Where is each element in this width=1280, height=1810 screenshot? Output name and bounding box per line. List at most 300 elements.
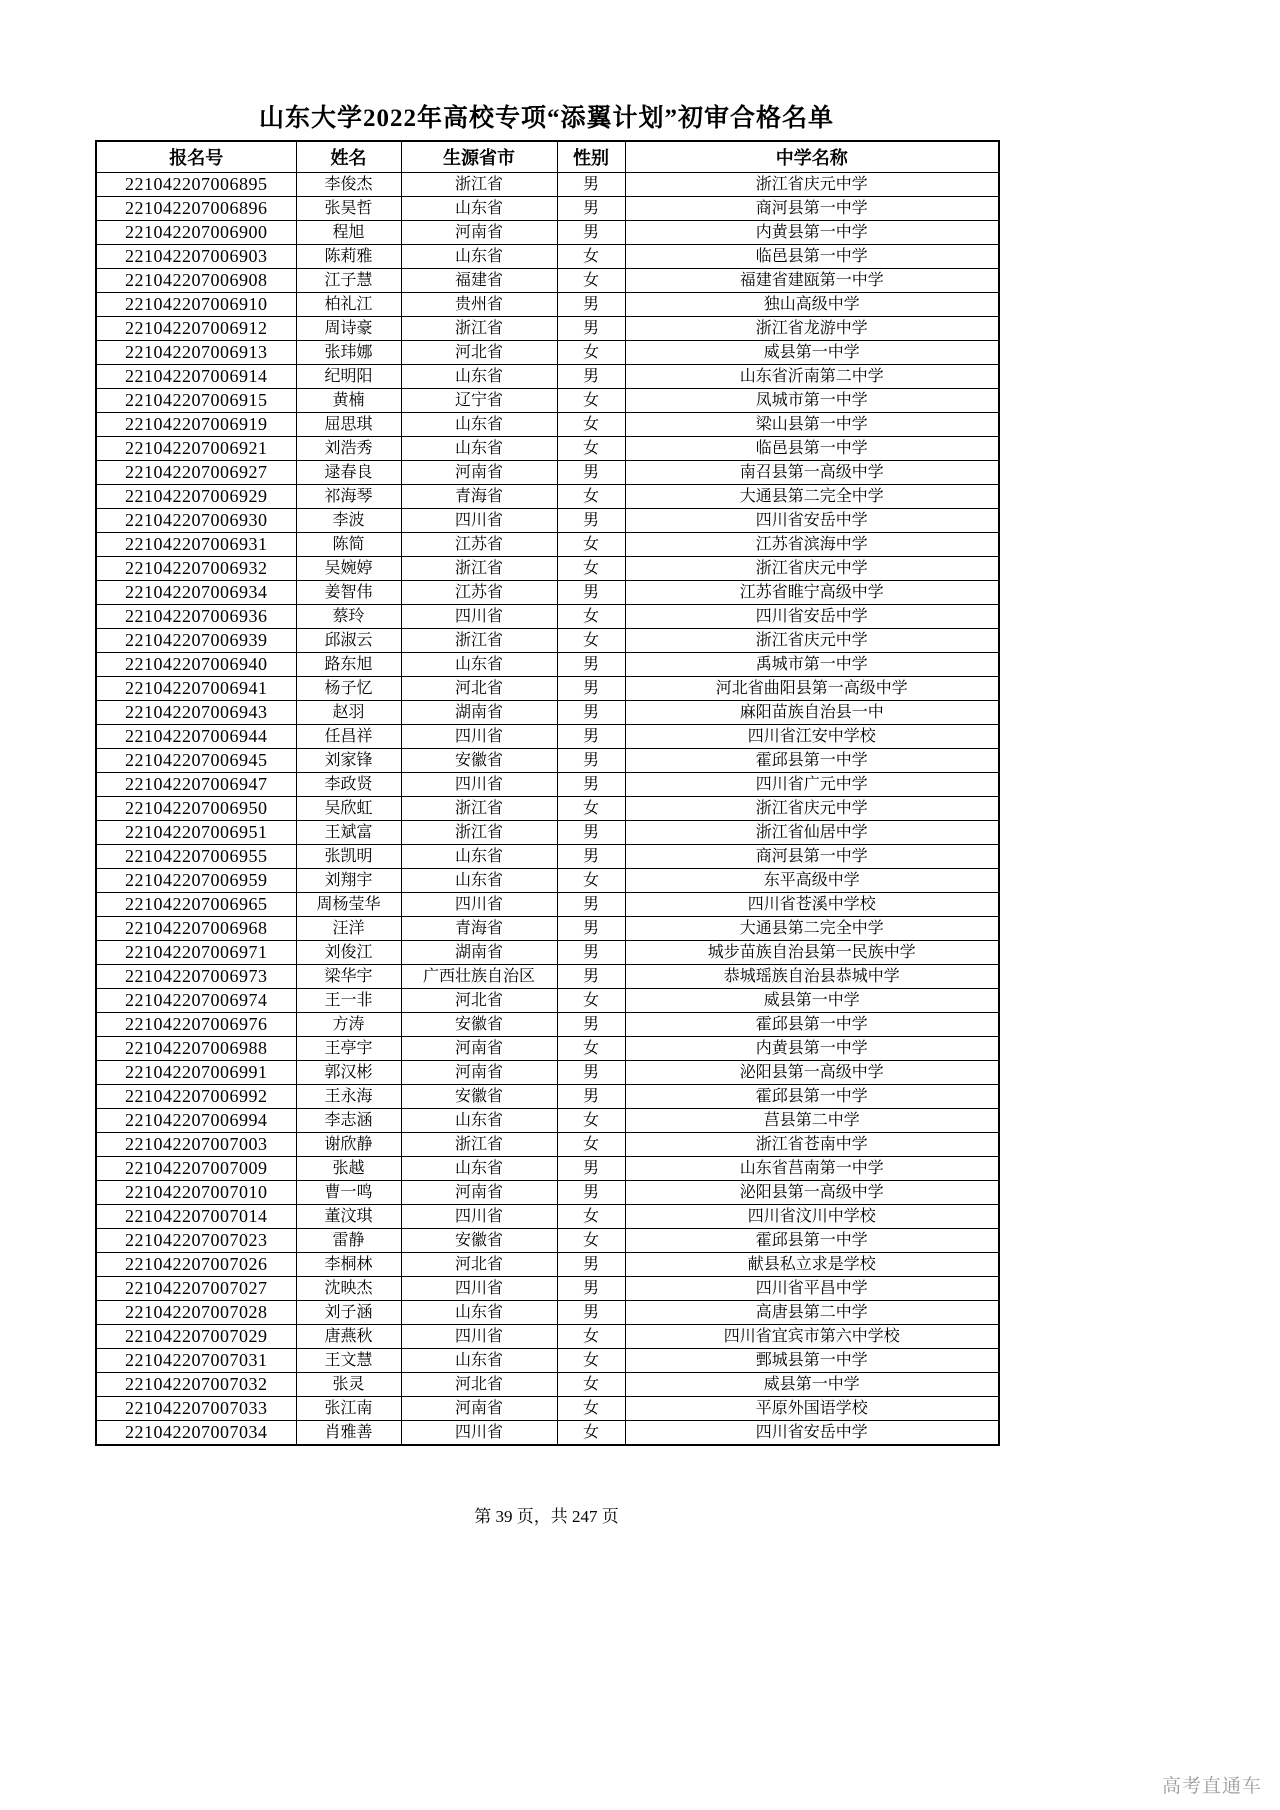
table-cell: 陈莉雅 xyxy=(296,245,401,269)
table-cell: 凤城市第一中学 xyxy=(625,389,999,413)
page-number: 第 39 页，共 247 页 xyxy=(474,1507,619,1526)
table-cell: 女 xyxy=(557,1397,625,1421)
table-cell: 南召县第一高级中学 xyxy=(625,461,999,485)
table-row xyxy=(96,845,999,869)
table-cell: 周诗豪 xyxy=(296,317,401,341)
table-row xyxy=(96,1301,999,1325)
table-cell: 221042207006910 xyxy=(96,293,296,317)
table-cell: 浙江省庆元中学 xyxy=(625,557,999,581)
table-cell: 江苏省 xyxy=(401,533,557,557)
table-cell: 王斌富 xyxy=(296,821,401,845)
table-cell: 河北省 xyxy=(401,341,557,365)
table-cell: 男 xyxy=(557,1013,625,1037)
table-cell: 221042207006896 xyxy=(96,197,296,221)
table-cell: 湖南省 xyxy=(401,941,557,965)
table-row xyxy=(96,1037,999,1061)
table-cell: 纪明阳 xyxy=(296,365,401,389)
table-cell: 男 xyxy=(557,773,625,797)
page-title: 山东大学2022年高校专项“添翼计划”初审合格名单 xyxy=(258,105,834,132)
table-cell: 献县私立求是学校 xyxy=(625,1253,999,1277)
table-row xyxy=(96,581,999,605)
table-cell: 霍邱县第一中学 xyxy=(625,1085,999,1109)
table-cell: 莒县第二中学 xyxy=(625,1109,999,1133)
table-cell: 江苏省滨海中学 xyxy=(625,533,999,557)
table-row xyxy=(96,1085,999,1109)
table-cell: 吴婉婷 xyxy=(296,557,401,581)
table-cell: 男 xyxy=(557,893,625,917)
table-cell: 221042207006950 xyxy=(96,797,296,821)
table-cell: 男 xyxy=(557,461,625,485)
table-cell: 姜智伟 xyxy=(296,581,401,605)
table-cell: 临邑县第一中学 xyxy=(625,245,999,269)
table-cell: 女 xyxy=(557,269,625,293)
table-cell: 男 xyxy=(557,941,625,965)
table-cell: 221042207006930 xyxy=(96,509,296,533)
table-cell: 独山高级中学 xyxy=(625,293,999,317)
table-cell: 方涛 xyxy=(296,1013,401,1037)
table-row xyxy=(96,317,999,341)
table-cell: 山东省 xyxy=(401,845,557,869)
table-cell: 四川省安岳中学 xyxy=(625,1421,999,1446)
table-cell: 浙江省庆元中学 xyxy=(625,173,999,197)
table-cell: 山东省 xyxy=(401,437,557,461)
table-cell: 张昊哲 xyxy=(296,197,401,221)
table-cell: 刘俊江 xyxy=(296,941,401,965)
table-cell: 女 xyxy=(557,1421,625,1446)
table-cell: 霍邱县第一中学 xyxy=(625,1229,999,1253)
table-row xyxy=(96,293,999,317)
table-cell: 男 xyxy=(557,509,625,533)
table-cell: 山东省莒南第一中学 xyxy=(625,1157,999,1181)
table-row xyxy=(96,1277,999,1301)
table-row xyxy=(96,197,999,221)
table-cell: 周杨莹华 xyxy=(296,893,401,917)
table-cell: 四川省苍溪中学校 xyxy=(625,893,999,917)
table-cell: 221042207006951 xyxy=(96,821,296,845)
table-cell: 女 xyxy=(557,245,625,269)
table-cell: 城步苗族自治县第一民族中学 xyxy=(625,941,999,965)
table-cell: 221042207006919 xyxy=(96,413,296,437)
table-cell: 221042207006915 xyxy=(96,389,296,413)
table-cell: 女 xyxy=(557,1109,625,1133)
table-row xyxy=(96,749,999,773)
table-cell: 浙江省仙居中学 xyxy=(625,821,999,845)
table-cell: 女 xyxy=(557,485,625,509)
table-cell: 四川省安岳中学 xyxy=(625,509,999,533)
table-cell: 浙江省 xyxy=(401,173,557,197)
table-cell: 男 xyxy=(557,221,625,245)
table-cell: 221042207006936 xyxy=(96,605,296,629)
table-cell: 大通县第二完全中学 xyxy=(625,917,999,941)
table-row xyxy=(96,437,999,461)
watermark: 高考直通车 xyxy=(1161,1776,1262,1797)
column-header-gender: 性别 xyxy=(557,141,625,173)
table-cell: 221042207006944 xyxy=(96,725,296,749)
table-cell: 浙江省庆元中学 xyxy=(625,629,999,653)
table-cell: 221042207006940 xyxy=(96,653,296,677)
table-row xyxy=(96,893,999,917)
table-row xyxy=(96,773,999,797)
table-cell: 山东省 xyxy=(401,869,557,893)
table-cell: 高唐县第二中学 xyxy=(625,1301,999,1325)
table-cell: 祁海琴 xyxy=(296,485,401,509)
table-cell: 女 xyxy=(557,1133,625,1157)
table-row xyxy=(96,797,999,821)
table-cell: 221042207006965 xyxy=(96,893,296,917)
table-cell: 浙江省龙游中学 xyxy=(625,317,999,341)
table-cell: 临邑县第一中学 xyxy=(625,437,999,461)
table-cell: 女 xyxy=(557,605,625,629)
table-cell: 浙江省苍南中学 xyxy=(625,1133,999,1157)
table-cell: 221042207006895 xyxy=(96,173,296,197)
table-cell: 男 xyxy=(557,581,625,605)
table-cell: 四川省 xyxy=(401,725,557,749)
table-cell: 221042207007033 xyxy=(96,1397,296,1421)
table-row xyxy=(96,701,999,725)
table-cell: 221042207007028 xyxy=(96,1301,296,1325)
table-cell: 男 xyxy=(557,749,625,773)
table-cell: 内黄县第一中学 xyxy=(625,1037,999,1061)
table-cell: 张越 xyxy=(296,1157,401,1181)
table-cell: 男 xyxy=(557,701,625,725)
table-cell: 四川省 xyxy=(401,1277,557,1301)
table-cell: 邱淑云 xyxy=(296,629,401,653)
table-cell: 山东省 xyxy=(401,1349,557,1373)
table-cell: 221042207007014 xyxy=(96,1205,296,1229)
table-cell: 男 xyxy=(557,197,625,221)
table-cell: 安徽省 xyxy=(401,749,557,773)
table-cell: 221042207006968 xyxy=(96,917,296,941)
table-row xyxy=(96,1325,999,1349)
table-cell: 女 xyxy=(557,989,625,1013)
column-header-province: 生源省市 xyxy=(401,141,557,173)
table-cell: 221042207006955 xyxy=(96,845,296,869)
table-row xyxy=(96,1109,999,1133)
page-content xyxy=(95,98,998,1446)
table-cell: 221042207007032 xyxy=(96,1373,296,1397)
table-row xyxy=(96,965,999,989)
table-cell: 吴欣虹 xyxy=(296,797,401,821)
table-cell: 浙江省 xyxy=(401,797,557,821)
table-body xyxy=(96,173,999,1446)
table-cell: 河南省 xyxy=(401,461,557,485)
table-cell: 江子慧 xyxy=(296,269,401,293)
table-cell: 梁山县第一中学 xyxy=(625,413,999,437)
table-cell: 雷静 xyxy=(296,1229,401,1253)
table-row xyxy=(96,533,999,557)
table-cell: 山东省 xyxy=(401,245,557,269)
table-row xyxy=(96,413,999,437)
table-cell: 王永海 xyxy=(296,1085,401,1109)
table-cell: 男 xyxy=(557,365,625,389)
table-cell: 黄楠 xyxy=(296,389,401,413)
table-cell: 四川省安岳中学 xyxy=(625,605,999,629)
table-row xyxy=(96,1181,999,1205)
table-cell: 赵羽 xyxy=(296,701,401,725)
table-cell: 蔡玲 xyxy=(296,605,401,629)
table-cell: 河南省 xyxy=(401,221,557,245)
table-cell: 浙江省 xyxy=(401,1133,557,1157)
table-cell: 女 xyxy=(557,1325,625,1349)
table-cell: 女 xyxy=(557,533,625,557)
table-cell: 浙江省 xyxy=(401,629,557,653)
table-cell: 威县第一中学 xyxy=(625,341,999,365)
table-cell: 王一非 xyxy=(296,989,401,1013)
table-cell: 平原外国语学校 xyxy=(625,1397,999,1421)
table-row xyxy=(96,629,999,653)
table-cell: 四川省 xyxy=(401,605,557,629)
table-cell: 221042207007027 xyxy=(96,1277,296,1301)
table-cell: 梁华宇 xyxy=(296,965,401,989)
table-cell: 221042207006939 xyxy=(96,629,296,653)
table-cell: 辽宁省 xyxy=(401,389,557,413)
table-cell: 程旭 xyxy=(296,221,401,245)
table-row xyxy=(96,269,999,293)
table-row xyxy=(96,1061,999,1085)
table-cell: 男 xyxy=(557,677,625,701)
table-cell: 221042207006932 xyxy=(96,557,296,581)
table-cell: 男 xyxy=(557,821,625,845)
table-cell: 柏礼江 xyxy=(296,293,401,317)
table-row xyxy=(96,1205,999,1229)
table-cell: 221042207006974 xyxy=(96,989,296,1013)
table-cell: 大通县第二完全中学 xyxy=(625,485,999,509)
table-cell: 女 xyxy=(557,1373,625,1397)
table-cell: 女 xyxy=(557,1229,625,1253)
table-cell: 女 xyxy=(557,413,625,437)
table-cell: 肖雅善 xyxy=(296,1421,401,1446)
table-cell: 四川省平昌中学 xyxy=(625,1277,999,1301)
table-cell: 221042207006913 xyxy=(96,341,296,365)
table-row xyxy=(96,173,999,197)
table-cell: 霍邱县第一中学 xyxy=(625,749,999,773)
table-cell: 221042207007010 xyxy=(96,1181,296,1205)
table-row xyxy=(96,869,999,893)
table-cell: 221042207007003 xyxy=(96,1133,296,1157)
table-row xyxy=(96,653,999,677)
table-cell: 青海省 xyxy=(401,917,557,941)
table-row xyxy=(96,1373,999,1397)
table-cell: 曹一鸣 xyxy=(296,1181,401,1205)
table-row xyxy=(96,1157,999,1181)
table-row xyxy=(96,725,999,749)
table-cell: 恭城瑶族自治县恭城中学 xyxy=(625,965,999,989)
table-cell: 221042207006912 xyxy=(96,317,296,341)
table-cell: 221042207006994 xyxy=(96,1109,296,1133)
table-cell: 河南省 xyxy=(401,1397,557,1421)
table-row xyxy=(96,341,999,365)
table-cell: 女 xyxy=(557,1037,625,1061)
table-cell: 男 xyxy=(557,1181,625,1205)
table-cell: 刘子涵 xyxy=(296,1301,401,1325)
table-cell: 刘家锋 xyxy=(296,749,401,773)
table-cell: 贵州省 xyxy=(401,293,557,317)
table-cell: 河北省 xyxy=(401,1373,557,1397)
table-cell: 鄄城县第一中学 xyxy=(625,1349,999,1373)
table-cell: 张灵 xyxy=(296,1373,401,1397)
table-cell: 李志涵 xyxy=(296,1109,401,1133)
table-row xyxy=(96,677,999,701)
table-cell: 屈思琪 xyxy=(296,413,401,437)
table-row xyxy=(96,365,999,389)
table-row xyxy=(96,1253,999,1277)
table-cell: 山东省 xyxy=(401,365,557,389)
table-cell: 江苏省 xyxy=(401,581,557,605)
table-cell: 逯春良 xyxy=(296,461,401,485)
table-cell: 河北省 xyxy=(401,989,557,1013)
table-cell: 221042207007009 xyxy=(96,1157,296,1181)
table-row xyxy=(96,245,999,269)
table-row xyxy=(96,1133,999,1157)
table-cell: 李桐林 xyxy=(296,1253,401,1277)
table-cell: 四川省 xyxy=(401,1205,557,1229)
table-cell: 四川省 xyxy=(401,893,557,917)
table-cell: 男 xyxy=(557,1085,625,1109)
table-cell: 四川省 xyxy=(401,509,557,533)
table-cell: 女 xyxy=(557,797,625,821)
table-cell: 四川省 xyxy=(401,773,557,797)
table-cell: 董汶琪 xyxy=(296,1205,401,1229)
table-cell: 四川省广元中学 xyxy=(625,773,999,797)
table-cell: 男 xyxy=(557,173,625,197)
table-row xyxy=(96,1349,999,1373)
table-cell: 内黄县第一中学 xyxy=(625,221,999,245)
table-cell: 山东省 xyxy=(401,653,557,677)
table-cell: 安徽省 xyxy=(401,1229,557,1253)
header-row xyxy=(96,141,999,173)
table-cell: 女 xyxy=(557,389,625,413)
table-cell: 男 xyxy=(557,1253,625,1277)
table-row xyxy=(96,989,999,1013)
table-cell: 商河县第一中学 xyxy=(625,197,999,221)
table-cell: 山东省 xyxy=(401,1109,557,1133)
table-row xyxy=(96,917,999,941)
table-cell: 山东省 xyxy=(401,197,557,221)
table-cell: 江苏省睢宁高级中学 xyxy=(625,581,999,605)
table-cell: 四川省 xyxy=(401,1325,557,1349)
table-cell: 山东省 xyxy=(401,1157,557,1181)
table-cell: 221042207006929 xyxy=(96,485,296,509)
table-cell: 王亭宇 xyxy=(296,1037,401,1061)
table-cell: 221042207007031 xyxy=(96,1349,296,1373)
table-cell: 河北省 xyxy=(401,677,557,701)
table-cell: 221042207006947 xyxy=(96,773,296,797)
table-cell: 男 xyxy=(557,725,625,749)
table-cell: 221042207006943 xyxy=(96,701,296,725)
table-cell: 唐燕秋 xyxy=(296,1325,401,1349)
table-cell: 221042207006921 xyxy=(96,437,296,461)
table-cell: 威县第一中学 xyxy=(625,989,999,1013)
table-cell: 任昌祥 xyxy=(296,725,401,749)
table-cell: 221042207006976 xyxy=(96,1013,296,1037)
table-cell: 河南省 xyxy=(401,1181,557,1205)
table-row xyxy=(96,221,999,245)
table-cell: 男 xyxy=(557,1301,625,1325)
table-cell: 男 xyxy=(557,845,625,869)
table-cell: 221042207006991 xyxy=(96,1061,296,1085)
table-row xyxy=(96,509,999,533)
table-cell: 福建省 xyxy=(401,269,557,293)
table-cell: 浙江省 xyxy=(401,557,557,581)
table-cell: 浙江省 xyxy=(401,821,557,845)
table-cell: 王文慧 xyxy=(296,1349,401,1373)
table-cell: 河南省 xyxy=(401,1037,557,1061)
table-cell: 东平高级中学 xyxy=(625,869,999,893)
table-row xyxy=(96,941,999,965)
table-cell: 221042207006973 xyxy=(96,965,296,989)
table-row xyxy=(96,557,999,581)
table-cell: 河北省 xyxy=(401,1253,557,1277)
table-row xyxy=(96,1229,999,1253)
table-cell: 221042207006945 xyxy=(96,749,296,773)
table-cell: 安徽省 xyxy=(401,1085,557,1109)
table-cell: 安徽省 xyxy=(401,1013,557,1037)
table-cell: 湖南省 xyxy=(401,701,557,725)
table-cell: 221042207007023 xyxy=(96,1229,296,1253)
table-row xyxy=(96,485,999,509)
table-cell: 221042207007026 xyxy=(96,1253,296,1277)
table-cell: 泌阳县第一高级中学 xyxy=(625,1061,999,1085)
table-cell: 四川省汶川中学校 xyxy=(625,1205,999,1229)
table-cell: 男 xyxy=(557,1061,625,1085)
table-cell: 221042207007029 xyxy=(96,1325,296,1349)
table-cell: 女 xyxy=(557,629,625,653)
table-cell: 浙江省庆元中学 xyxy=(625,797,999,821)
table-cell: 山东省沂南第二中学 xyxy=(625,365,999,389)
table-cell: 女 xyxy=(557,341,625,365)
table-cell: 张凯明 xyxy=(296,845,401,869)
table-cell: 汪洋 xyxy=(296,917,401,941)
table-cell: 221042207006900 xyxy=(96,221,296,245)
table-cell: 221042207006959 xyxy=(96,869,296,893)
table-cell: 男 xyxy=(557,317,625,341)
table-cell: 张江南 xyxy=(296,1397,401,1421)
table-cell: 男 xyxy=(557,1277,625,1301)
table-cell: 四川省江安中学校 xyxy=(625,725,999,749)
table-cell: 女 xyxy=(557,557,625,581)
table-cell: 女 xyxy=(557,1205,625,1229)
table-row xyxy=(96,461,999,485)
table-cell: 男 xyxy=(557,1157,625,1181)
table-cell: 郭汉彬 xyxy=(296,1061,401,1085)
table-cell: 杨子忆 xyxy=(296,677,401,701)
table-cell: 刘浩秀 xyxy=(296,437,401,461)
table-cell: 221042207006971 xyxy=(96,941,296,965)
table-cell: 男 xyxy=(557,917,625,941)
table-cell: 男 xyxy=(557,653,625,677)
table-cell: 广西壮族自治区 xyxy=(401,965,557,989)
table-cell: 四川省宜宾市第六中学校 xyxy=(625,1325,999,1349)
table-cell: 221042207006992 xyxy=(96,1085,296,1109)
table-row xyxy=(96,605,999,629)
table-cell: 221042207006988 xyxy=(96,1037,296,1061)
table-cell: 刘翔宇 xyxy=(296,869,401,893)
table-cell: 221042207006934 xyxy=(96,581,296,605)
table-row xyxy=(96,1013,999,1037)
table-cell: 谢欣静 xyxy=(296,1133,401,1157)
column-header-registration-number: 报名号 xyxy=(96,141,296,173)
table-cell: 四川省 xyxy=(401,1421,557,1446)
table-cell: 221042207006914 xyxy=(96,365,296,389)
table-row xyxy=(96,821,999,845)
table-header xyxy=(96,141,999,173)
table-cell: 福建省建瓯第一中学 xyxy=(625,269,999,293)
table-cell: 麻阳苗族自治县一中 xyxy=(625,701,999,725)
table-cell: 山东省 xyxy=(401,1301,557,1325)
table-cell: 浙江省 xyxy=(401,317,557,341)
table-row xyxy=(96,389,999,413)
table-cell: 青海省 xyxy=(401,485,557,509)
